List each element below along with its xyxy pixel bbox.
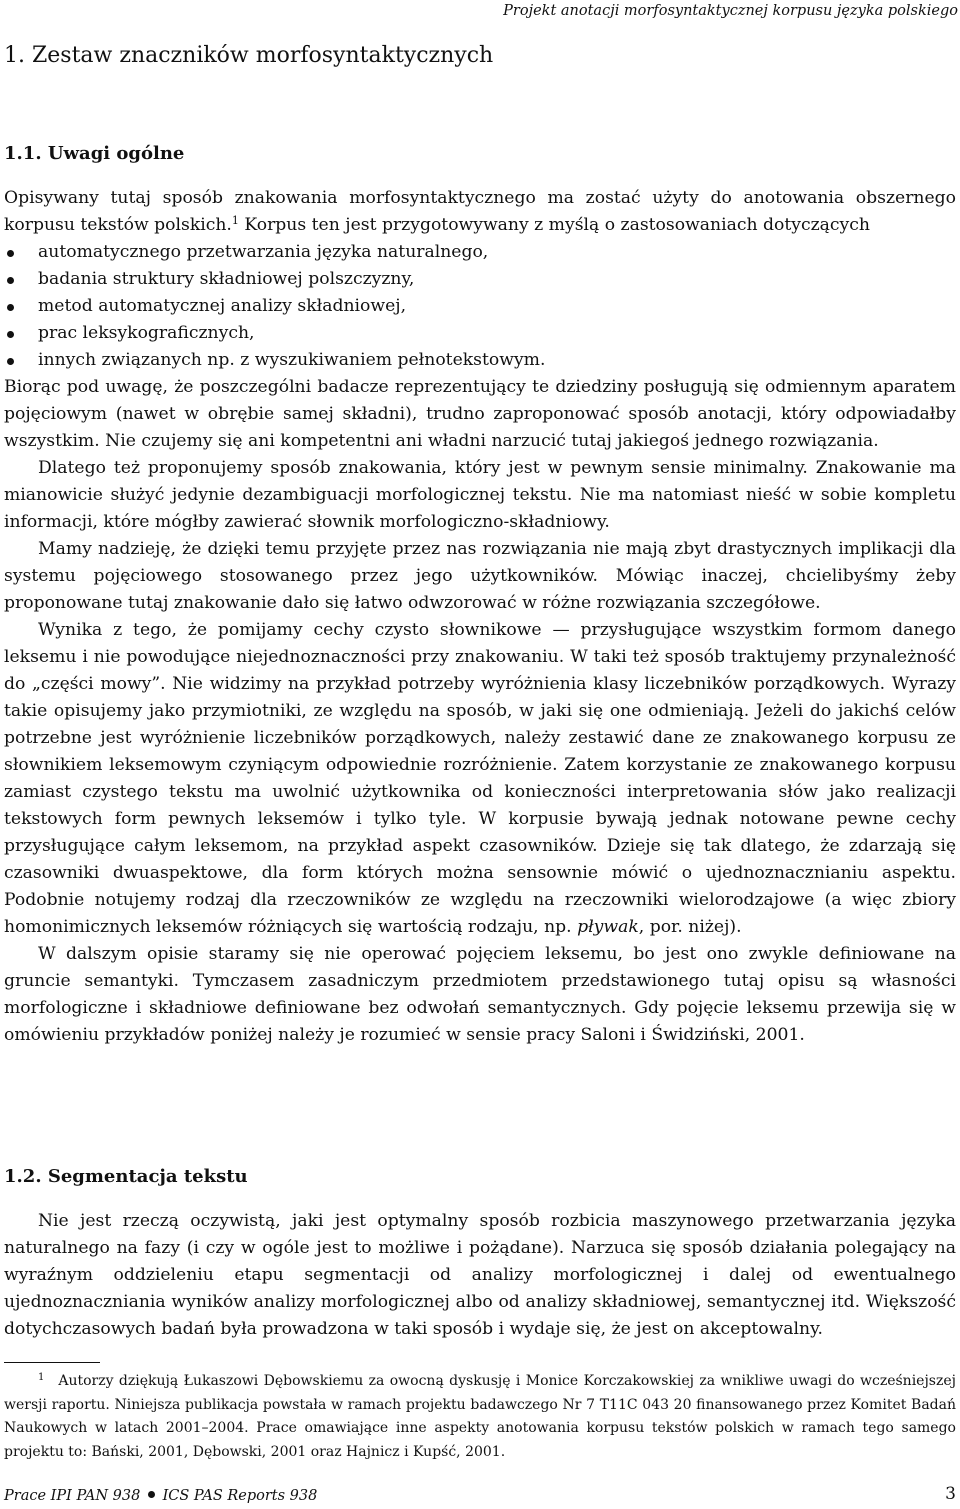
list-item: automatycznego przetwarzania języka naturalnego, xyxy=(4,239,956,266)
chapter-title: 1. Zestaw znaczników morfosyntaktycznych xyxy=(4,43,494,68)
footnote xyxy=(4,1366,956,1464)
intro-text-part2: Korpus ten jest przygotowywany z myślą o zastosowaniach dotyczących xyxy=(238,215,870,235)
application-list xyxy=(4,239,956,374)
paragraph-text: Wynika z tego, że pomijamy cechy czysto słownikowe — przysługujące wszystkim formom danego leksemu i nie powodujące niejednoznaczności przy znakowaniu. W taki też sposób traktujemy przynależność do „części mowy”. Nie widzimy na przykład potrzeby wyróżnienia klasy liczebników porządkowych. Wyrazy takie opisujemy jako przymiotniki, ze względu na sposób, w jaki się one odmieniają. Jeżeli do jakichś celów potrzebne jest wyróżnienie liczebników porządkowych, należy zestawić dane ze znakowanego korpusu ze słownikiem leksemowym czyniącym odpowiednie rozróżnienie. Zatem korzystanie ze znakowanego korpusu zamiast czystego tekstu ma uwolnić użytkownika od konieczności interpretowania słów jako realizacji tekstowych form pewnych leksemów i tylko tyle. W korpusie bywają jednak notowane pewne cechy przysługujące całym leksemom, na przykład aspekt czasowników. Dzieje się tak dlatego, że zdarzają się czasowniki dwuaspektowe, dla form których można sensownie mówić o ujednoznacznianiu aspektu. Podobnie notujemy rodzaj dla rzeczowników ze względu na rzeczowniki wielorodzajowe (a więc zbiory homonimicznych leksemów różniących się wartością rodzaju, np. xyxy=(4,620,956,937)
paragraph: Dlatego też proponujemy sposób znakowania, który jest w pewnym sensie minimalny. Znakowanie ma mianowicie służyć jedynie dezambiguacji morfologicznej tekstu. Nie ma natomiast nieść w sobie kompletu informacji, które mógłby zawierać słownik morfologiczno-składniowy. xyxy=(4,458,956,532)
example-word: pływak xyxy=(577,917,639,937)
paragraph xyxy=(4,617,956,941)
page-number: 3 xyxy=(945,1484,956,1504)
list-item: prac leksykograficznych, xyxy=(4,320,956,347)
intro-paragraph xyxy=(4,185,956,239)
section-1-1-title: 1.1. Uwagi ogólne xyxy=(4,143,185,164)
footer-series xyxy=(4,1488,317,1504)
intro-text-part1: Opisywany tutaj sposób znakowania morfosyntaktycznego ma zostać użyty do anotowania obszernego korpusu tekstów polskich. xyxy=(4,188,956,235)
running-head: Projekt anotacji morfosyntaktycznej korpusu języka polskiego xyxy=(503,3,958,19)
list-item: badania struktury składniowej polszczyzny, xyxy=(4,266,956,293)
paragraph: Mamy nadzieję, że dzięki temu przyjęte przez nas rozwiązania nie mają zbyt drastycznych implikacji dla systemu pojęciowego stosowanego przez jego użytkowników. Mówiąc inaczej, chcielibyśmy żeby proponowane tutaj znakowanie dało się łatwo odwzorować w różne rozwiązania szczegółowe. xyxy=(4,539,956,613)
footnote-text: Autorzy dziękują Łukaszowi Dębowskiemu za owocną dyskusję i Monice Korczakowskiej za wnikliwe uwagi do wcześniejszej wersji raportu. Niniejsza publikacja powstała w ramach projektu badawczego Nr 7 T11C 043 20 finansowanego przez Komitet Badań Naukowych w latach 2001–2004. Prace omawiające inne aspekty anotowania korpusu tekstów polskich w ramach tego samego projektu to: Bański, 2001, Dębowski, 2001 oraz Hajnicz i Kupść, 2001. xyxy=(4,1373,956,1460)
paragraph: Biorąc pod uwagę, że poszczególni badacze reprezentujący te dziedziny posługują się odmiennym aparatem pojęciowym (nawet w obrębie samej składni), trudno zaproponować sposób anotacji, który odpowiadałby wszystkim. Nie czujemy się ani kompetentni ani władni narzucić tutaj jakiegoś jednego rozwiązania. xyxy=(4,377,956,451)
section-1-2-title: 1.2. Segmentacja tekstu xyxy=(4,1166,248,1187)
bullet-separator-icon xyxy=(148,1491,155,1498)
footer-series-en: ICS PAS Reports 938 xyxy=(162,1488,318,1504)
footer-series-pl: Prace IPI PAN 938 xyxy=(4,1488,141,1504)
paragraph: Nie jest rzeczą oczywistą, jaki jest optymalny sposób rozbicia maszynowego przetwarzania języka naturalnego na fazy (i czy w ogóle jest to możliwe i pożądane). Narzuca się sposób działania polegający na wyraźnym oddzieleniu etapu segmentacji od analizy morfologicznej i dalej od ewentualnego ujednoznaczniania wyników analizy morfologicznej albo od analizy składniowej, semantycznej itd. Większość dotychczasowych badań była prowadzona w taki sposób i wydaje się, że jest on akceptowalny. xyxy=(4,1211,956,1339)
list-item: metod automatycznej analizy składniowej, xyxy=(4,293,956,320)
section-1-2-body xyxy=(4,1208,956,1343)
footnote-divider xyxy=(4,1362,100,1363)
footnote-reference[interactable]: 1 xyxy=(231,214,239,227)
paragraph-text: , por. niżej). xyxy=(638,917,742,937)
paragraph: W dalszym opisie staramy się nie operować pojęciem leksemu, bo jest ono zwykle definiowane na gruncie semantyki. Tymczasem zasadniczym przedmiotem przedstawionego tutaj opisu są własności morfologiczne i składniowe definiowane bez odwołań semantycznych. Gdy pojęcie leksemu przewija się w omówieniu przykładów poniżej należy je rozumieć w sensie pracy Saloni i Świdziński, 2001. xyxy=(4,944,956,1045)
list-item: innych związanych np. z wyszukiwaniem pełnotekstowym. xyxy=(4,347,956,374)
section-1-1-body xyxy=(4,185,956,1049)
footnote-number: 1 xyxy=(38,1372,45,1383)
